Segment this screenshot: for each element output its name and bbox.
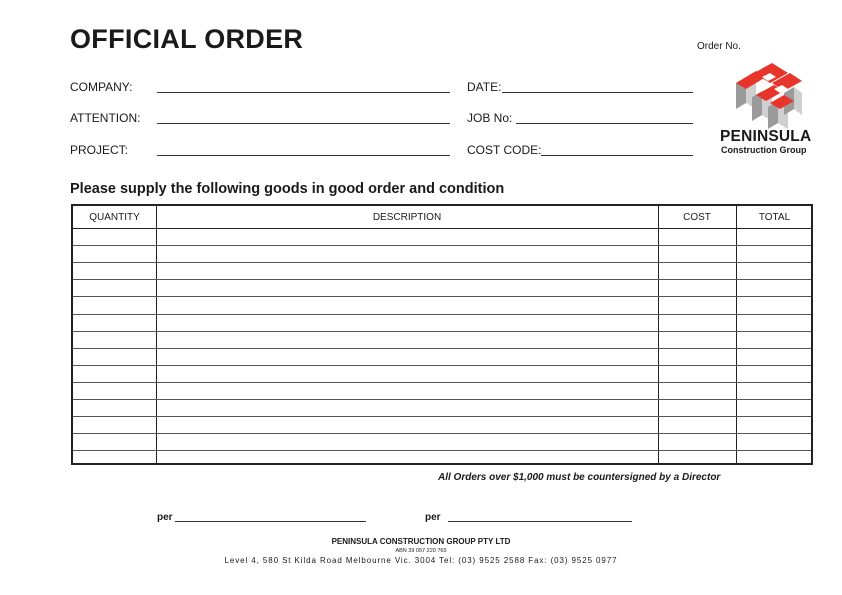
company-field[interactable] bbox=[157, 92, 450, 93]
page-title: OFFICIAL ORDER bbox=[70, 24, 304, 54]
table-row bbox=[73, 399, 811, 400]
job-no-field[interactable] bbox=[516, 123, 693, 124]
column-header-quantity: QUANTITY bbox=[89, 211, 140, 223]
table-row bbox=[73, 365, 811, 366]
logo-name: PENINSULA bbox=[720, 128, 812, 145]
table-row bbox=[73, 262, 811, 263]
company-label: COMPANY: bbox=[70, 80, 133, 94]
attention-field[interactable] bbox=[157, 123, 450, 124]
table-row bbox=[73, 450, 811, 451]
table-row bbox=[73, 245, 811, 246]
date-field[interactable] bbox=[502, 92, 693, 93]
column-header-total: TOTAL bbox=[758, 211, 791, 223]
signature-line[interactable] bbox=[175, 521, 366, 522]
job-no-label: JOB No: bbox=[467, 111, 513, 125]
instruction-heading: Please supply the following goods in good order and condition bbox=[70, 181, 505, 197]
footer-abn: ABN 39 057 220 765 bbox=[395, 548, 447, 554]
countersign-note: All Orders over $1,000 must be countersigned by a Director bbox=[438, 472, 721, 483]
footer-company-name: PENINSULA CONSTRUCTION GROUP PTY LTD bbox=[331, 537, 511, 546]
table-row bbox=[73, 348, 811, 349]
attention-label: ATTENTION: bbox=[70, 111, 141, 125]
per-label: per bbox=[425, 512, 441, 523]
peninsula-logo-icon bbox=[732, 63, 802, 129]
order-number-label: Order No. bbox=[697, 41, 741, 52]
table-row bbox=[73, 416, 811, 417]
table-header-divider bbox=[73, 228, 811, 229]
table-row bbox=[73, 296, 811, 297]
cost-code-label: COST CODE: bbox=[467, 143, 542, 157]
cost-code-field[interactable] bbox=[541, 155, 693, 156]
table-row bbox=[73, 331, 811, 332]
order-items-table bbox=[71, 204, 813, 465]
column-header-description: DESCRIPTION bbox=[372, 211, 442, 223]
signature-line[interactable] bbox=[448, 521, 632, 522]
table-row bbox=[73, 433, 811, 434]
column-header-cost: COST bbox=[683, 211, 711, 223]
date-label: DATE: bbox=[467, 80, 502, 94]
project-label: PROJECT: bbox=[70, 143, 129, 157]
project-field[interactable] bbox=[157, 155, 450, 156]
table-row bbox=[73, 314, 811, 315]
per-label: per bbox=[157, 512, 173, 523]
table-row bbox=[73, 279, 811, 280]
footer-address: Level 4, 580 St Kilda Road Melbourne Vic. 3004 Tel: (03) 9525 2588 Fax: (03) 9525 0977 bbox=[224, 556, 618, 565]
logo-subtitle: Construction Group bbox=[721, 145, 807, 155]
table-row bbox=[73, 382, 811, 383]
